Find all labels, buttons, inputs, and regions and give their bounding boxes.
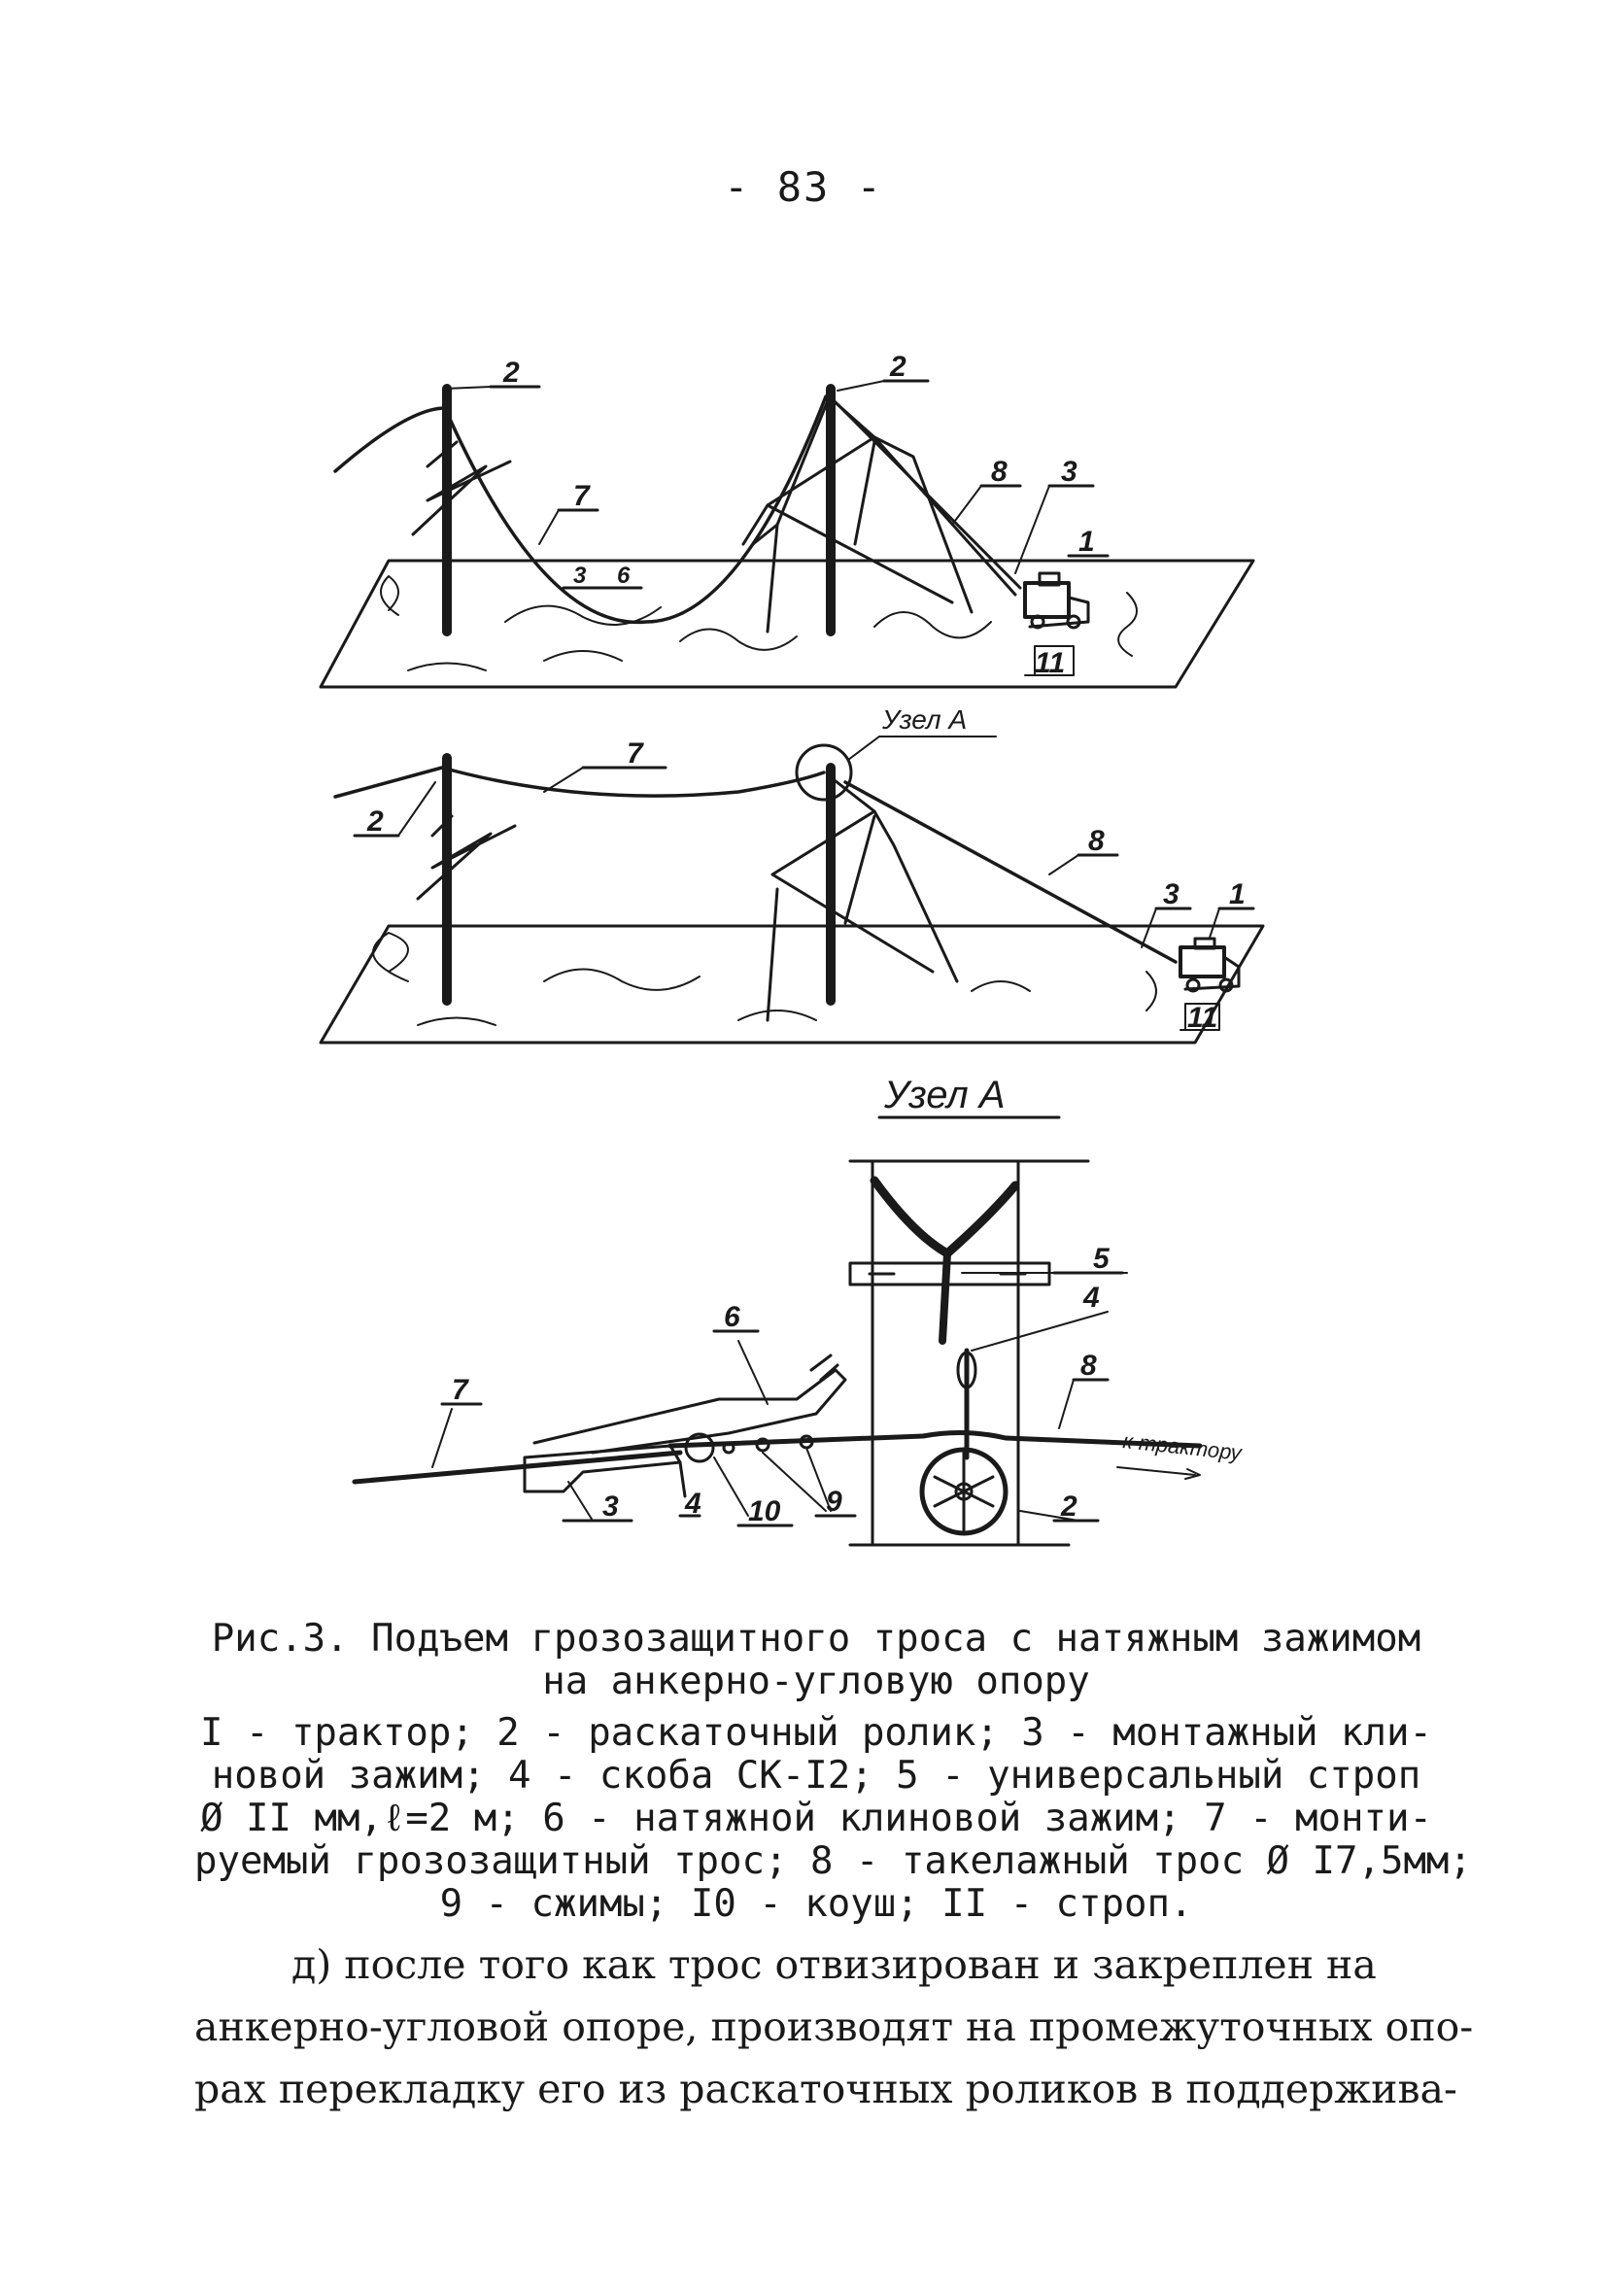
tractor-top [1025,573,1088,628]
tower-left-mid [418,758,515,1001]
body-paragraph [194,1934,1474,2120]
detail-label-7: 7 [452,1374,468,1406]
figure-legend [194,1711,1472,1926]
detail-label-10: 10 [748,1495,781,1527]
page-number: - 83 - [724,163,883,211]
detail-to-tractor: к трактору [1121,1428,1243,1465]
tractor-mid [1180,939,1239,991]
top-label-7: 7 [573,480,590,512]
top-label-2b: 2 [890,351,906,383]
mid-label-1: 1 [1229,878,1246,910]
top-label-1: 1 [1078,526,1095,558]
legend-line-5: 9 - сжимы; I0 - коуш; II - строп. [439,1882,1193,1926]
tower-left-top [413,389,510,632]
ground-plane-top [321,561,1253,687]
cable-8-mid [845,782,1176,962]
figure-caption-title [194,1618,1438,1703]
mid-node-a-label: Узел А [882,704,968,735]
top-label-2a: 2 [503,357,520,389]
top-label-11: 11 [1035,647,1066,679]
ground-plane-mid [321,926,1263,1043]
tower-right-mid [768,768,957,1020]
mid-label-11: 11 [1187,1002,1218,1034]
cable-7-mid [335,768,824,797]
detail-label-9: 9 [826,1486,842,1518]
legend-line-1: I - трактор; 2 - раскаточный ролик; 3 - монтажный кли- [200,1711,1432,1755]
rope-8-detail [670,1432,1200,1446]
detail-label-8: 8 [1080,1350,1097,1382]
detail-label-4a: 4 [685,1488,701,1520]
paragraph-line-3: рах перекладку его из раскаточных роликов в поддержива- [194,2066,1457,2112]
top-label-3b: 3 [1061,456,1077,488]
mid-label-8: 8 [1088,825,1105,857]
top-label-6: 6 [617,563,631,589]
top-scene [321,381,1253,687]
detail-label-3: 3 [602,1491,619,1523]
caption-title-line-2: на анкерно-угловую опору [542,1660,1090,1703]
detail-title: Узел А [884,1074,1006,1116]
middle-scene [321,737,1263,1043]
detail-node-a [355,1117,1200,1545]
legend-line-2: новой зажим; 4 - скоба СК-I2; 5 - универсальный строп [211,1754,1421,1798]
legend-line-4: руемый грозозащитный трос; 8 - такелажный трос Ø I7,5мм; [194,1839,1472,1883]
mid-label-2: 2 [367,805,384,838]
legend-line-3: Ø II мм,ℓ=2 м; 6 - натяжной клиновой зажим; 7 - монти- [200,1797,1432,1840]
caption-title-line-1: Рис.3. Подъем грозозащитного троса с натяжным зажимом [211,1617,1421,1661]
detail-label-5: 5 [1093,1243,1110,1275]
mid-label-7: 7 [627,737,643,770]
detail-label-6: 6 [724,1301,740,1333]
paragraph-line-2: анкерно-угловой опоре, производят на промежуточных опо- [194,2004,1474,2050]
paragraph-line-1: д) после того как трос отвизирован и закреплен на [291,1941,1377,1988]
top-label-8: 8 [991,456,1008,488]
detail-label-4b: 4 [1083,1282,1100,1314]
mid-label-3: 3 [1163,878,1180,910]
detail-label-2: 2 [1061,1491,1077,1523]
top-label-3: 3 [573,563,587,589]
